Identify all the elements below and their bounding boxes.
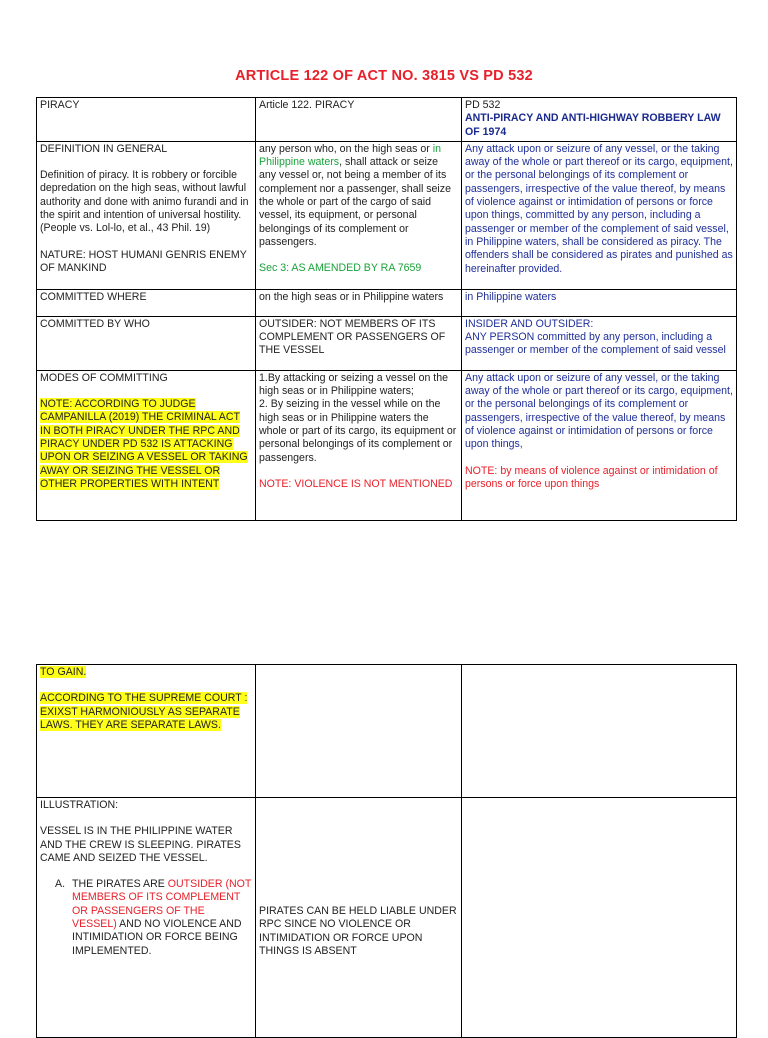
pd-number: PD 532 — [465, 99, 501, 111]
cell-where-article: on the high seas or in Philippine waters — [256, 289, 462, 316]
violence-note-pd: NOTE: by means of violence against or intimidation of persons or force upon things — [465, 464, 718, 490]
cell-who-label: COMMITTED BY WHO — [37, 316, 256, 370]
cell-definition-general: DEFINITION IN GENERAL Definition of piracy. It is robbery or forcible depredation on the high seas, without lawful authority and done with animo furandi and in the spirit and intention of universal hostility. (People vs. Lol-lo, et al., 43 Phil. 19) NATURE: HOST HUMANI GENRIS ENEMY OF MANKIND — [37, 141, 256, 289]
cell-pd-header — [462, 98, 737, 142]
table-row-gain — [37, 665, 737, 798]
table-row-who — [37, 316, 737, 370]
amendment-note: Sec 3: AS AMENDED BY RA 7659 — [259, 262, 422, 275]
table-row-definition — [37, 141, 737, 289]
cell-article-header: Article 122. PIRACY — [256, 98, 462, 142]
cell-piracy-header: PIRACY — [37, 98, 256, 142]
cell-definition-article: any person who, on the high seas or in Philippine waters, shall attack or seize any vessel or, not being a member of its complement nor a passenger, shall seize the whole or part of the cargo of said vessel, its equipment, or personal belongings of its complement or passengers. Sec 3: AS AMENDED BY RA 7659 — [256, 141, 462, 289]
cell-illustration-pd — [462, 798, 737, 1038]
table-row-modes — [37, 370, 737, 520]
table-row-where — [37, 289, 737, 316]
cell-where-label: COMMITTED WHERE — [37, 289, 256, 316]
cell-definition-pd: Any attack upon or seizure of any vessel, or the taking away of the whole or part thereof or its cargo, equipment, or the personal belongings of its complement or passengers, irrespective of the value thereof, by means of violence against or intimidation of persons or force upon things, committed by any person, including a passenger or member of the complement of said vessel, in Philippine waters, shall be considered as piracy. The offenders shall be considered as pirates and punished as hereinafter provided. — [462, 141, 737, 289]
comparison-table-continued — [36, 664, 737, 1038]
cell-who-pd: INSIDER AND OUTSIDER: ANY PERSON committed by any person, including a passenger or member of the complement of said vessel — [462, 316, 737, 370]
highlighted-note: NOTE: ACCORDING TO JUDGE CAMPANILLA (2019) THE CRIMINAL ACT IN BOTH PIRACY UNDER THE RPC AND PIRACY UNDER PD 532 IS ATTACKING UPON OR SEIZING A VESSEL OR TAKING AWAY OR SEIZING THE VESSEL OR OTHER PROPERTIES WITH INTENT — [40, 398, 248, 490]
cell-illustration: ILLUSTRATION: VESSEL IS IN THE PHILIPPINE WATER AND THE CREW IS SLEEPING. PIRATES CAME AND SEIZED THE VESSEL. A. THE PIRATES ARE OUTSIDER (NOT MEMBERS OF ITS COMPLEMENT OR PASSENGERS OF THE VESSEL) AND NO VIOLENCE AND INTIMIDATION OR FORCE BEING IMPLEMENTED. — [37, 798, 256, 1038]
cell-illustration-article: PIRATES CAN BE HELD LIABLE UNDER RPC SINCE NO VIOLENCE OR INTIMIDATION OR FORCE UPON THINGS IS ABSENT — [256, 798, 462, 1038]
page-title: ARTICLE 122 OF ACT NO. 3815 VS PD 532 — [235, 68, 533, 84]
cell-where-pd: in Philippine waters — [462, 289, 737, 316]
comparison-table — [36, 97, 737, 521]
cell-modes-label: MODES OF COMMITTING NOTE: ACCORDING TO JUDGE CAMPANILLA (2019) THE CRIMINAL ACT IN BOTH PIRACY UNDER THE RPC AND PIRACY UNDER PD 532 IS ATTACKING UPON OR SEIZING A VESSEL OR TAKING AWAY OR SEIZING THE VESSEL OR OTHER PROPERTIES WITH INTENT — [37, 370, 256, 520]
cell-modes-pd: Any attack upon or seizure of any vessel, or the taking away of the whole or part thereof or its cargo, equipment, or the personal belongings of its complement or passengers, irrespective of the value thereof, by means of violence against or intimidation of persons or force upon things, NOTE: by means of violence against or intimidation of persons or force upon things — [462, 370, 737, 520]
table-row-header — [37, 98, 737, 142]
cell-gain-pd — [462, 665, 737, 798]
violence-note: NOTE: VIOLENCE IS NOT MENTIONED — [259, 477, 453, 490]
list-item: A. THE PIRATES ARE OUTSIDER (NOT MEMBERS OF ITS COMPLEMENT OR PASSENGERS OF THE VESSEL) AND NO VIOLENCE AND INTIMIDATION OR FORCE BEING IMPLEMENTED. — [68, 878, 252, 958]
illustration-list — [40, 878, 252, 958]
cell-modes-article: 1.By attacking or seizing a vessel on the high seas or in Philippine waters; 2. By seizing in the vessel while on the high seas or in Philippine waters the whole or part of its cargo, its equipment or personal belongings of its complement or passengers. NOTE: VIOLENCE IS NOT MENTIONED — [256, 370, 462, 520]
cell-gain-note: TO GAIN. ACCORDING TO THE SUPREME COURT : EXIXST HARMONIOUSLY AS SEPARATE LAWS. THEY ARE SEPARATE LAWS. — [37, 665, 256, 798]
cell-gain-article — [256, 665, 462, 798]
table-row-illustration — [37, 798, 737, 1038]
cell-who-article: OUTSIDER: NOT MEMBERS OF ITS COMPLEMENT OR PASSENGERS OF THE VESSEL — [256, 316, 462, 370]
pd-law-name: ANTI-PIRACY AND ANTI-HIGHWAY ROBBERY LAW OF 1974 — [465, 112, 721, 138]
supreme-court-note: ACCORDING TO THE SUPREME COURT : EXIXST HARMONIOUSLY AS SEPARATE LAWS. THEY ARE SEPARATE LAWS. — [40, 692, 248, 731]
